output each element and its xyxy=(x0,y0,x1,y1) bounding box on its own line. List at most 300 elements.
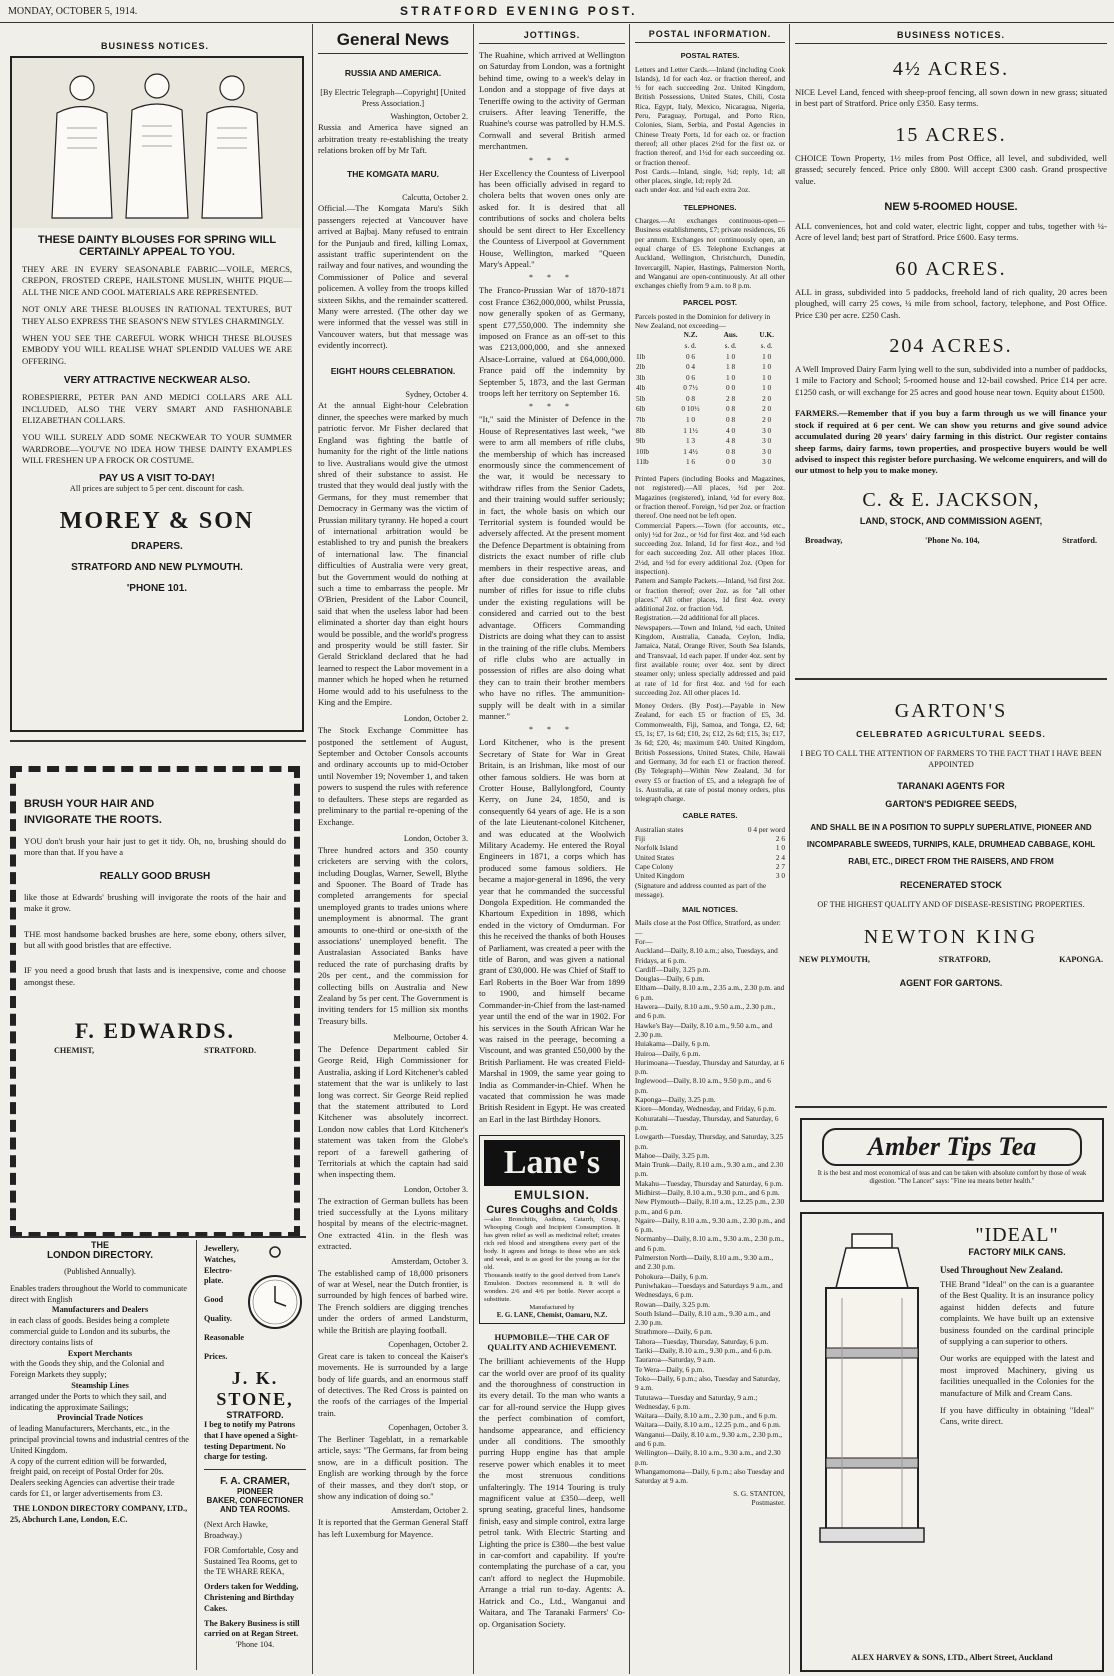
table-header: s. d. xyxy=(760,340,773,350)
list-item: Waitara—Daily, 8.10 a.m., 2.30 p.m., and 6 p.m. xyxy=(635,1411,778,1421)
table-cell: 0 6 xyxy=(685,372,696,382)
jackson-firm-name: C. & E. JACKSON, xyxy=(862,488,1040,511)
newton-king-town: NEW PLYMOUTH, xyxy=(799,955,870,965)
newton-king-town: KAPONGA. xyxy=(1059,955,1103,965)
table-cell: 1 3 xyxy=(685,436,696,446)
table-cell: 1 0 xyxy=(762,362,772,372)
london-address: 25, Abchurch Lane, London, E.C. xyxy=(10,1514,128,1524)
list-item-text: 2 4 xyxy=(775,852,785,862)
stone-word: Watches, xyxy=(204,1254,236,1264)
table-cell: 3 0 xyxy=(762,446,772,456)
lanes-emulsion-advert xyxy=(479,1135,625,1324)
morey-phone: 'PHONE 101. xyxy=(126,583,188,595)
stone-word: Prices. xyxy=(204,1351,228,1361)
table-cell: 4lb xyxy=(636,383,646,393)
list-item: Eltham—Daily, 8.10 a.m., 2.35 a.m., 2.30 p.m. and 6 p.m. xyxy=(635,983,785,1002)
mail-notices-heading: MAIL NOTICES. xyxy=(682,905,738,915)
list-item: Douglas—Daily, 6 p.m. xyxy=(635,974,705,984)
postal-rates-heading: POSTAL RATES. xyxy=(680,51,740,61)
article-body: Official.—The Komgata Maru's Sikh passengers rejected at Vancouver have arrived at Bajbaj. Many refused to entrain for the Punjaub and fired, killing Lomax, assistant traffic superintendent on the railway and four natives, and wounding the Commissioner of Police and several policemen. A volley from the troops killed sixteen Sikhs, and the remainder scattered. Many were arrested. (The other day we were informed that the vessel was still in Vancouver waters, but that message was evidently incorrect). xyxy=(318,203,468,351)
table-row xyxy=(635,352,785,363)
table-cell: 1 6 xyxy=(685,457,696,467)
cramer-phone: 'Phone 104. xyxy=(235,1640,275,1650)
table-cell: 1 0 xyxy=(762,383,772,393)
article-dateline: Washington, October 2. xyxy=(390,111,468,121)
column-rule xyxy=(473,24,474,1674)
table-row xyxy=(635,383,785,394)
article-dateline: Melbourne, October 4. xyxy=(393,1033,468,1043)
article-body: The Berliner Tageblatt, in a remarkable article, says: "The Germans, far from being snow, are in a difficult position. The English are working through by the force of their masses, and they don't stop, or show any indication of doing so." xyxy=(318,1433,468,1501)
list-item-text: 0 4 per word xyxy=(747,824,785,834)
list-item: Waitara—Daily, 8.10 a.m., 12.25 p.m., and 6 p.m. xyxy=(635,1420,781,1430)
london-paragraph: of leading Manufacturers, Merchants, etc., in the principal provincial towns and industrial centres of the United Kingdom. xyxy=(10,1424,189,1455)
table-cell: 0 8 xyxy=(726,446,736,456)
list-item: South Island—Daily, 8.10 a.m., 9.30 a.m., and 2.30 p.m. xyxy=(635,1308,771,1328)
commercial-papers-text: Commercial Papers.—Town (for accounts, etc., only) ½d for 2oz., or ½d for first 4oz. and ½d each succeeding 2oz. Inland, 1d for first 4oz., and ½d for each succeeding 2oz. All other places 10oz. 2½d, and ½d for every additional 2oz. (Open for inspection). xyxy=(635,520,785,576)
article-dateline: Sydney, October 4. xyxy=(405,389,468,399)
list-item-text: Australian states xyxy=(635,824,684,834)
telephones-text: Charges.—At exchanges continuous-open—Business establishments, £7; private residences, £6 per annum. Exchanges not continuously open, an equal charge of £5. Telephone Exchanges at Auckland, Wellington, Christchurch, Dunedin, Invercargill, Napier, Hastings, Palmerston North, and Wanganui are open-continuously. At all other exchanges chiefly from 9 a.m. to 8 p.m. xyxy=(635,216,785,291)
amber-tips-brand: Amber Tips Tea xyxy=(822,1128,1082,1166)
table-cell: 2 0 xyxy=(762,415,772,425)
blouse-advert xyxy=(10,56,304,732)
edwards-trade: CHEMIST, xyxy=(54,1046,95,1056)
stone-word: Electro-plate. xyxy=(204,1265,233,1286)
table-cell: 3 0 xyxy=(762,425,772,435)
gartons-agents: TARANAKI AGENTS FOR xyxy=(897,780,1005,791)
land-title: 15 ACRES. xyxy=(895,123,1007,146)
table-row xyxy=(635,426,785,437)
land-title: 204 ACRES. xyxy=(889,335,1013,358)
list-item: Rowan—Daily, 3.25 p.m. xyxy=(635,1299,710,1309)
stone-word: Reasonable xyxy=(204,1332,245,1342)
list-item: Main Trunk—Daily, 8.10 a.m., 9.30 a.m., and 2.30 p.m. xyxy=(635,1160,784,1179)
table-row xyxy=(635,415,785,426)
list-item-text: 2 6 xyxy=(775,834,785,844)
table-cell: 3 0 xyxy=(762,436,772,446)
list-item: Kaponga—Daily, 3.25 p.m. xyxy=(635,1095,716,1105)
stone-word: Quality. xyxy=(204,1313,232,1323)
table-cell: 2 0 xyxy=(762,404,772,414)
table-cell: 0 0 xyxy=(726,457,736,467)
lanes-headline: Cures Coughs and Colds xyxy=(486,1204,618,1217)
star-divider: * * * xyxy=(529,725,575,735)
gartons-title: GARTON'S xyxy=(894,700,1008,722)
list-item: Ngaire—Daily, 8.10 a.m., 9.30 a.m., 2.30 p.m., and 6 p.m. xyxy=(635,1215,785,1235)
stone-advert xyxy=(204,1244,306,1651)
column-rule xyxy=(196,1240,197,1670)
gartons-stock: RECENERATED STOCK xyxy=(900,879,1002,890)
land-description: CHOICE Town Property, 1½ miles from Post Office, all level, and subdivided, well grassed; securely fenced. Price only £800. Will accept £300 cash. Grand prospective value. xyxy=(795,152,1107,186)
list-item: Midhirst—Daily, 8.10 a.m., 9.30 p.m., and 6 p.m. xyxy=(635,1188,780,1197)
cramer-address: (Next Arch Hawke, Broadway.) xyxy=(204,1520,268,1540)
article-dateline: London, October 2. xyxy=(403,714,468,724)
table-cell: 7lb xyxy=(636,415,646,425)
postal-rates-text: Post Cards.—Inland, single, ½d; reply, 1d; all other places, single, 1d; reply 2d. xyxy=(635,166,785,186)
star-divider: * * * xyxy=(529,155,575,165)
london-company: THE LONDON DIRECTORY COMPANY, LTD., xyxy=(12,1503,188,1513)
list-item: Cardiff—Daily, 3.25 p.m. xyxy=(635,964,711,974)
article-body: Three hundred actors and 350 county cricketers are serving with the colors, including Douglas, Warner, Sewell, Blythe and Spooner. The Board of Trade has completed arrangements for special unemployed grants to trades unions where unemployment is abnormal. The grant amounts to one-third or one-sixth of the associations' unemployed benefit. The Australasian Associated Banks have reduced the rate of purchasing drafts by 20s per cent., and the commission for collecting bills on Australia and New Zealand by 5s per cent. The Government is inviting tenders for 15 million six months Treasury bills. xyxy=(318,844,468,1026)
gartons-text: OF THE HIGHEST QUALITY AND OF DISEASE-RESISTING PROPERTIES. xyxy=(817,899,1085,909)
land-description: NICE Level Land, fenced with sheep-proof fencing, all sown down in new grass; situated in best part of Stratford. Price only £350. Easy terms. xyxy=(795,87,1107,109)
table-row xyxy=(635,373,785,384)
morey-firm-name: MOREY & SON xyxy=(59,508,255,535)
list-item: For— xyxy=(635,936,653,946)
stone-town: STRATFORD. xyxy=(226,1410,284,1420)
london-paragraph: Dealers seeking Agencies can advertise their trade cards for £1, or larger advertisements from £3. xyxy=(10,1478,175,1498)
business-notices-right xyxy=(795,30,1107,547)
cramer-subhead: BAKER, CONFECTIONER AND TEA ROOMS. xyxy=(206,1496,304,1515)
list-item-text: 3 0 xyxy=(775,871,785,881)
mail-notices-intro: Mails close at the Post Office, Stratford, as under:— xyxy=(635,918,781,937)
jackson-trade: LAND, STOCK, AND COMMISSION AGENT, xyxy=(859,515,1043,526)
brush-headline-2: INVIGORATE THE ROOTS. xyxy=(24,814,162,826)
lanes-brand: Lane's xyxy=(484,1140,620,1186)
good-brush-headline: REALLY GOOD BRUSH xyxy=(99,870,211,882)
cable-rate-list xyxy=(635,825,785,881)
article-byline: [By Electric Telegraph—Copyright] [United Press Association.] xyxy=(320,88,466,108)
article-dateline: Calcutta, October 2. xyxy=(402,192,468,202)
gartons-pedigree: GARTON'S PEDIGREE SEEDS, xyxy=(885,798,1017,809)
london-published: (Published Annually). xyxy=(64,1267,136,1276)
article-body: It is reported that the German General Staff has left Luxemburg for Mayence. xyxy=(318,1517,468,1539)
business-notices-header: BUSINESS NOTICES. xyxy=(795,30,1107,44)
newton-king-town: STRATFORD, xyxy=(938,955,991,965)
table-cell: 2lb xyxy=(636,362,646,372)
edwards-advert xyxy=(10,766,300,1238)
postal-rates-text: each under 4oz. and ½d each extra 2oz. xyxy=(635,185,751,195)
neckwear-paragraph: YOU WILL SURELY ADD SOME NECKWEAR TO YOUR SUMMER WARDROBE—YOU'VE NO IDEA HOW THESE DAINTY EXAMPLES WILL FRESHEN UP A FROCK OR COSTUME. xyxy=(22,432,292,466)
table-cell: 0 6 xyxy=(685,351,696,361)
article-dateline: London, October 3. xyxy=(403,833,468,843)
ideal-subtitle: FACTORY MILK CANS. xyxy=(968,1247,1066,1257)
postmaster-title: Postmaster. xyxy=(751,1497,785,1507)
cramer-paragraph: The Bakery Business is still carried on at Regan Street. xyxy=(204,1618,300,1639)
stone-firm-name: J. K. STONE, xyxy=(216,1368,294,1409)
table-cell: 1 0 xyxy=(726,372,736,382)
list-item: Tariki—Daily, 8.10 a.m., 9.30 p.m., and 6 p.m. xyxy=(635,1346,772,1356)
london-directory-advert xyxy=(10,1240,190,1525)
newton-king-agent: AGENT FOR GARTONS. xyxy=(899,978,1003,989)
lanes-text: Thousands testify to the good derived from Lane's Emulsion. Doctors recommend it. It will do wonders. 2/6 and 4/6 per bottle. Never accept a substitute. xyxy=(484,1272,620,1304)
jotting-item: Lord Kitchener, who is the present Secretary of State for War in Great Britain, is an Irishman, like most of our other famous soldiers. He was born at Crotter House, Ballylongford, County Kerry, on June 24, 1850, and is consequently 64 years of age. He is a son of the late Lieutenant-colonel Kitchener, and was educated at the Woolwich Military Academy. He entered the Royal Engineers in 1871, a corps which has produced some famous soldiers. He became a major-general in 1896, the very year that he commanded the successful Dongola Expedition. He commanded the Khartoum Expedition in 1898, which ended in the victory of Omdurman. For this he received the thanks of both Houses of Parliament, was created a peer with the title of Baron, and was given a national grant of £30,000. He was Chief of Staff to Earl Roberts in the Boer War from 1899 to 1900, and himself became Commander-in-Chief from the last-named year until the end of the war in 1902. For his services in the South African War he was raised in the peerage, becoming a Viscount, and was granted £50,000 by the British Parliament. He was created Field-Marshal in 1909, the same year going to India as Commander-in-Chief. When he vacated that commission he was made British Resident in Egypt. He was created an Earl in the last Birthday Honors. xyxy=(479,737,625,1124)
list-item: Tututawa—Tuesday and Saturday, 9 a.m.; Wednesday, 6 p.m. xyxy=(635,1392,758,1411)
list-item: Puniwhakau—Tuesdays and Saturdays 9 a.m., and Wednesdays, 6 p.m. xyxy=(635,1280,783,1300)
table-row xyxy=(635,362,785,373)
stone-word: Good xyxy=(204,1295,224,1305)
morey-trade: DRAPERS. xyxy=(131,541,183,553)
article-dateline: Amsterdam, October 2. xyxy=(391,1506,468,1516)
article-body: Russia and America have signed an arbitration treaty re-establishing the treaty relations broken off by Mr Taft. xyxy=(318,122,468,156)
column-rule xyxy=(789,24,790,1674)
general-news-column xyxy=(318,30,468,1540)
table-header: U.K. xyxy=(759,330,774,340)
divider xyxy=(795,678,1107,680)
blouse-headline: THESE DAINTY BLOUSES FOR SPRING WILL xyxy=(37,234,277,246)
list-item: Lowgarth—Tuesday, Thursday, and Saturday, 3.25 p.m. xyxy=(635,1132,784,1151)
masthead xyxy=(0,0,1114,23)
list-item: Hawke's Bay—Daily, 8.10 a.m., 9.50 a.m., and 2.30 p.m. xyxy=(635,1020,773,1039)
table-cell: 9lb xyxy=(636,436,646,446)
article-body: The established camp of 18,000 prisoners of war at Wesel, near the Dutch frontier, is surrounded by high fences of barbed wire. The French soldiers are digging trenches under the orders of armed Landsturm, while the British are playing football. xyxy=(318,1267,468,1335)
postal-information-column xyxy=(635,30,785,1670)
article-dateline: Copenhagen, October 3. xyxy=(388,1423,468,1433)
newton-king-name: NEWTON KING xyxy=(863,926,1039,949)
article-title: EIGHT HOURS CELEBRATION. xyxy=(330,365,456,376)
column-rule xyxy=(312,24,313,1674)
postal-header: POSTAL INFORMATION. xyxy=(635,30,785,43)
stone-word: Jewellery, xyxy=(204,1244,239,1253)
lanes-text: —also Bronchitis, Asthma, Catarrh, Croup, Whooping Cough and Incipient Consumption. It has given relief as well as medicinal relief; creates rich red blood and strengthens every part of the body. It agrees and brings to those who are sick and weak, and is as good for the young as for the old. xyxy=(484,1216,620,1272)
land-description: ALL in grass, subdivided into 5 paddocks, freehold land of rich quality, 20 acres been ploughed, will carry 25 cows, ¼ mile from school, factory, telephone, and Post Office. Price £30 per acre. £250 Cash. xyxy=(795,286,1107,320)
london-paragraph: A copy of the current edition will be forwarded, freight paid, on receipt of Postal Order for 20s. xyxy=(10,1456,167,1477)
list-item: Wellington—Daily, 8.10 a.m., 9.30 a.m., and 2.30 p.m. xyxy=(635,1448,781,1467)
table-cell: 0 0 xyxy=(726,383,736,393)
table-cell: 1 0 xyxy=(685,415,696,425)
registration-text: Registration.—2d additional for all places. xyxy=(635,613,760,623)
table-row xyxy=(635,436,785,447)
brush-headline: BRUSH YOUR HAIR AND xyxy=(24,798,155,810)
article-dateline: Copenhagen, October 2. xyxy=(388,1339,468,1349)
ideal-text: Our works are equipped with the latest and most improved Machinery, giving us facilities unequalled in the Colonies for the manufacture of Milk and Cream Cans. xyxy=(940,1353,1094,1398)
star-divider: * * * xyxy=(529,402,575,412)
table-cell: 0 8 xyxy=(685,393,696,403)
morey-address: STRATFORD AND NEW PLYMOUTH. xyxy=(71,562,243,574)
list-item-text: Norfolk Island xyxy=(635,843,678,853)
telephones-heading: TELEPHONES. xyxy=(683,202,737,212)
blouse-paragraph: THEY ARE IN EVERY SEASONABLE FABRIC—VOILE, MERCS, CREPON, FROSTED CREPE, HAILSTONE MUSLIN, WHITE PIQUE—ALL THE NICE AND COOL MATERIALS ARE REPRESENTED. xyxy=(22,264,292,297)
cramer-paragraph: FOR Comfortable, Cosy and Sustained Tea Rooms, get to the TE WHARE REKA, xyxy=(204,1545,299,1577)
table-cell: 11lb xyxy=(636,457,649,467)
cramer-subhead: PIONEER xyxy=(236,1487,273,1497)
table-row xyxy=(635,457,785,468)
brush-paragraph: YOU don't brush your hair just to get it tidy. Oh, no, brushing should do more than that. If you have a xyxy=(24,836,286,858)
jottings-header: JOTTINGS. xyxy=(479,30,625,44)
list-item: Kiore—Monday, Wednesday, and Friday, 6 p.m. xyxy=(635,1104,776,1114)
edwards-town: STRATFORD. xyxy=(204,1046,256,1056)
pattern-packets-text: Pattern and Sample Packets.—Inland, ½d first 2oz. or fraction thereof; over 2oz. as for "all other places." All other places, 1d first 4oz. every additional 2oz. or fraction ½d. xyxy=(635,576,785,614)
list-item: Mahoe—Daily, 3.25 p.m. xyxy=(635,1150,710,1160)
cable-note: (Signature and address counted as part of the message). xyxy=(635,880,767,899)
neckwear-paragraph: ROBESPIERRE, PETER PAN AND MEDICI COLLARS ARE ALL INCLUDED, ALSO THE VERY SMART AND FASHIONABLE ELIZABETHAN COLLARS. xyxy=(22,392,292,426)
blouse-illustration xyxy=(12,58,302,228)
table-cell: 0 7½ xyxy=(683,383,698,393)
list-item: Whangamomona—Daily, 6 p.m.; also Tuesday and Saturday at 9 a.m. xyxy=(635,1466,785,1486)
land-description: A Well Improved Dairy Farm lying well to the sun, subdivided into a number of paddocks, 1 mile to Factory and School; 5-roomed house and 12-bail cowshed. Price £14 per acre. £1250 cash, or will exchange for 25 acres and good house near town. Equity about £1500. xyxy=(795,364,1107,397)
list-item: Auckland—Daily, 8.10 a.m.; also, Tuesdays, and Fridays, at 6 p.m. xyxy=(635,946,778,965)
list-item: New Plymouth—Daily, 8.10 a.m., 12.25 p.m., 2.30 p.m., and 6 p.m. xyxy=(635,1197,785,1216)
table-row xyxy=(635,404,785,415)
land-title: 60 ACRES. xyxy=(895,257,1007,280)
divider xyxy=(10,1236,306,1238)
lanes-subtitle: EMULSION. xyxy=(514,1188,590,1203)
money-orders-text: Money Orders. (By Post).—Payable in New Zealand, for each £5 or fraction of £5, 3d. Commonwealth, Fiji, Samoa, and Tonga, £2, 6d; £5, 1s; £7, 1s 6d; £10, 2s; £12, 2s 6d; £15, 3s; £17, 3s 6d; £20, 4s; maximum £40. United Kingdom, British Possessions, United States, Chile, Hawaii and Germany, 3d for each £1 or fraction thereof. (By Telegraph)—Within New Zealand, 3d for every £5 or fraction of £5, and a telegraph fee of 1s. Australia, at rate of postal money orders, plus telegraph charge. xyxy=(635,701,785,804)
list-item: Makahu—Tuesday, Thursday and Saturday, 6 p.m. xyxy=(635,1178,784,1188)
list-item: Huiroa—Daily, 6 p.m. xyxy=(635,1048,701,1058)
jotting-item: Her Excellency the Countess of Liverpool has been officially advised in regard to cholera belts that woven ones only are asked for. It is desired that all contributions of socks and cholera belts should be sent direct to Her Excellency the Countess of Liverpool at Government House, Wellington, marked "Queen Mary's Appeal." xyxy=(479,167,625,269)
table-cell: 0 8 xyxy=(726,415,736,425)
printed-papers-text: Printed Papers (including Books and Magazines, not registered).—All places, ½d per 2oz. Magazines (registered), inland, ½d for every 8oz. or fraction thereof. Foreign, ½d per 2oz. or fraction thereof. One need not be left open. xyxy=(635,474,785,521)
list-item: Tauraroa—Saturday, 9 a.m. xyxy=(635,1355,716,1365)
article-body: At the annual Eight-hour Celebration dinner, the speeches were marked by much patriotic fervor. Mr Fisher declared that England was fighting the battle of humanity for the right of the little nations to live. Australians would give the utmost shred of their substance to assist. He trusted that they would deal justly with the Germans, for they must remember that Democracy in Germany was the victim of Prussian military tyranny. He hoped a court of international arbitration would be established to try and punish the breakers of international law. The financial difficulties of Australia were very great, but the Government would do nothing at such a time to embarrass the people. Mr O'Brien, President of the Labor Council, said that when the useless labor had been eliminated a shorter day than eight hours would be possible, and the world's progress and prosperity would be still faster. Sir Gerald Strickland declared that he had learned to respect the Labor movement in a manner which he hoped when he returned Home would add to his usefulness to the King and the Empire. xyxy=(318,400,468,708)
ideal-text: If you have difficulty in obtaining "Ideal" Cans, write direct. xyxy=(940,1405,1094,1427)
gartons-advert xyxy=(795,700,1107,1080)
article-body: The Stock Exchange Committee has postponed the settlement of August, September and October Consols accounts and ordinary accounts up to mid-October until November 19; November 1, and taken powers to suspend the rules with reference to defaulters. These steps are regarded as preliminary to the partial re-opening of the Exchange. xyxy=(318,725,468,827)
ideal-firm: ALEX HARVEY & SONS, LTD., Albert Street, Auckland xyxy=(851,1653,1053,1663)
blouse-headline-2: CERTAINLY APPEAL TO YOU. xyxy=(79,246,235,258)
parcel-post-heading: PARCEL POST. xyxy=(683,298,737,308)
edwards-firm-name: F. EDWARDS. xyxy=(75,1018,235,1044)
pocket-watch-icon xyxy=(246,1244,304,1364)
gartons-subtitle: CELEBRATED AGRICULTURAL SEEDS. xyxy=(856,729,1046,739)
article-dateline: London, October 3. xyxy=(403,1184,468,1194)
list-item: Wanganui—Daily, 8.10 a.m., 9.30 a.m., 2.30 p.m., and 6 p.m. xyxy=(635,1429,783,1449)
visit-headline: PAY US A VISIT TO-DAY! xyxy=(99,472,215,484)
list-item: Huiakama—Daily, 6 p.m. xyxy=(635,1039,711,1049)
london-subhead: Export Merchants xyxy=(67,1348,133,1358)
table-cell: 2 8 xyxy=(726,393,736,403)
table-cell: 6lb xyxy=(636,404,646,414)
table-cell: 8lb xyxy=(636,425,646,435)
amber-tips-text: It is the best and most economical of teas and can be taken with absolute comfort by those of weak digestion. "The Lancet" says: "Fine tea means better health." xyxy=(817,1170,1087,1185)
divider xyxy=(795,1106,1107,1108)
list-item-text: Cape Colony xyxy=(635,861,674,871)
jotting-item: The Franco-Prussian War of 1870-1871 cost France £362,000,000, whilst Prussia, now generally spoken of as Germany, spent £77,550,000. The indemnity she imposed on France as an off-set to this was £213,000,000, and she annexed Alsace-Lorraine, valued at £64,000,000. France paid off the indemnity by September 5, 1873, and the last German troops left her territory on September 16. xyxy=(479,285,625,398)
parcel-rate-table xyxy=(635,330,785,468)
discount-note: All prices are subject to 5 per cent. discount for cash. xyxy=(69,483,245,493)
list-item: Hurimoana—Tuesday, Thursday and Saturday, at 6 p.m. xyxy=(635,1057,785,1077)
column-rule xyxy=(629,24,630,1674)
table-header: s. d. xyxy=(724,340,737,350)
stone-notice: I beg to notify my Patrons that I have opened a Sight-testing Department. No charge for testing. xyxy=(204,1420,298,1462)
table-header xyxy=(635,341,668,352)
london-paragraph: in each class of goods. Besides being a complete commercial guide to London and its suburbs, the directory contains lists of xyxy=(10,1316,171,1347)
ideal-title: "IDEAL" xyxy=(975,1224,1059,1246)
list-item xyxy=(635,834,785,843)
gartons-text: I BEG TO CALL THE ATTENTION OF FARMERS TO THE FACT THAT I HAVE BEEN APPOINTED xyxy=(800,749,1102,769)
jackson-town: Stratford. xyxy=(1062,535,1097,545)
table-row xyxy=(635,447,785,458)
cramer-paragraph: Orders taken for Wedding, Christening and Birthday Cakes. xyxy=(204,1582,299,1613)
list-item xyxy=(635,825,785,834)
list-item: Kohuratahi—Tuesday, Thursday, and Saturday, 6 p.m. xyxy=(635,1113,779,1132)
mail-closing-list xyxy=(635,937,785,1486)
london-paragraph: arranged under the Ports to which they sail, and indicating the approximate Sailings; xyxy=(10,1391,167,1412)
list-item: Pohokura—Daily, 6 p.m. xyxy=(635,1271,709,1281)
jotting-item: The Ruahine, which arrived at Wellington on Saturday from London, was a fortnight behind time, owing to a week's delay in London and a stoppage of five days at Teneriffe owing to the activity of German cruisers. After leaving Teneriffe, the Ruahine's course was patrolled by H.M.S. Cornwall and several British armed merchantmen. xyxy=(479,50,625,152)
list-item: Hawera—Daily, 8.10 a.m., 9.50 a.m., 2.30 p.m., and 6 p.m. xyxy=(635,1002,776,1021)
parcel-post-text: Parcels posted in the Dominion for delivery in New Zealand, not exceeding— xyxy=(635,311,771,331)
table-cell: 10lb xyxy=(636,446,649,456)
list-item xyxy=(635,853,785,862)
divider xyxy=(10,740,306,742)
london-headline-2: LONDON DIRECTORY. xyxy=(46,1250,154,1261)
london-subhead: Steamship Lines xyxy=(71,1380,129,1390)
list-item-text: 2 7 xyxy=(775,861,785,871)
london-headline: THE xyxy=(91,1240,109,1250)
list-item xyxy=(635,843,785,852)
table-cell: 0 4 xyxy=(685,362,696,372)
cable-rates-heading: CABLE RATES. xyxy=(682,811,738,821)
brush-paragraph: IF you need a good brush that lasts and is inexpensive, come and choose amongst these. xyxy=(24,965,286,987)
list-item: Palmerston North—Daily, 8.10 a.m., 9.30 a.m., and 2.30 p.m. xyxy=(635,1253,774,1272)
london-paragraph: with the Goods they ship, and the Colonial and Foreign Markets they supply; xyxy=(10,1359,164,1380)
article-body: Great care is taken to conceal the Kaiser's movements. He is surrounded by a large body of life guards, and an enormous staff of detectives. The Red Cross is painted on the roofs of the carriages of the Imperial train. xyxy=(318,1350,468,1418)
table-header: s. d. xyxy=(684,340,697,350)
list-item: Tahora—Tuesday, Thursday, Saturday, 6 p.m. xyxy=(635,1336,769,1346)
list-item: Strathmore—Daily, 6 p.m. xyxy=(635,1327,713,1337)
table-cell: 3 0 xyxy=(762,457,772,467)
issue-date: MONDAY, OCTOBER 5, 1914. xyxy=(8,6,138,17)
blouse-paragraph: WHEN YOU SEE THE CAREFUL WORK WHICH THESE BLOUSES EMBODY YOU WILL REALISE WHAT SPLENDID VALUES WE ARE OFFERING. xyxy=(22,333,292,366)
ideal-heading: Used Throughout New Zealand. xyxy=(940,1265,1063,1275)
london-subhead: Provincial Trade Notices xyxy=(57,1413,143,1423)
milk-can-icon xyxy=(812,1228,932,1558)
table-cell: 5lb xyxy=(636,393,646,403)
postmaster-name: S. G. STANTON, xyxy=(733,1488,785,1498)
gartons-text: AND SHALL BE IN A POSITION TO SUPPLY SUPERLATIVE, PIONEER AND INCOMPARABLE SWEEDS, TURNIPS, KALE, DRUMHEAD CABBAGE, KOHL RABI, ETC., DIRECT FROM THE RAISERS, AND FROM xyxy=(806,822,1096,866)
jackson-phone: 'Phone No. 104, xyxy=(925,535,980,545)
table-row xyxy=(635,394,785,405)
general-news-header: General News xyxy=(318,30,468,54)
table-cell: 1lb xyxy=(636,351,646,361)
list-item xyxy=(635,862,785,871)
brush-paragraph: THE most handsome backed brushes are here, some ebony, others silver, but all with good bristles that are effective. xyxy=(24,928,286,951)
table-cell: 1 1½ xyxy=(683,425,698,435)
star-divider: * * * xyxy=(529,273,575,283)
london-paragraph: Enables traders throughout the World to communicate direct with English xyxy=(10,1283,187,1304)
table-cell: 1 0 xyxy=(762,372,772,382)
ideal-milk-can-advert xyxy=(800,1212,1104,1672)
table-cell: 1 0 xyxy=(762,351,772,361)
list-item: Normanby—Daily, 8.10 a.m., 9.30 a.m., 2.30 p.m., and 6 p.m. xyxy=(635,1234,784,1253)
table-header: N.Z. xyxy=(683,330,698,340)
land-title: 4½ ACRES. xyxy=(892,58,1010,80)
list-item-text: United States xyxy=(635,852,675,862)
table-cell: 3lb xyxy=(636,372,646,382)
article-title: HUPMOBILE—THE CAR OF QUALITY AND ACHIEVEMENT. xyxy=(487,1332,617,1353)
neckwear-headline: VERY ATTRACTIVE NECKWEAR ALSO. xyxy=(63,375,251,387)
article-body: The Defence Department cabled Sir George Reid, High Commissioner for Australia, asking if Lord Kitchener's cabled statement that the war is unlikely to last long was correct. Sir George Reid replied that the statement attributed to Lord Kitchener was absolutely incorrect. London now cables that Lord Kitchener's statement was taken from the Globe's report of a farewell gathering of Territorials at which the captain had said when inspecting them. xyxy=(318,1044,468,1180)
ideal-text: THE Brand "Ideal" on the can is a guarantee of the Best Quality. It is an insurance policy against hidden defects and future complaints. We have built up an extensive business founded on the cardinal principle of supplying a can superior to others. xyxy=(940,1279,1094,1347)
table-cell: 1 4½ xyxy=(683,446,698,456)
article-title: THE KOMGATA MARU. xyxy=(347,168,439,179)
list-item-text: Fiji xyxy=(635,834,646,844)
brush-paragraph: like those at Edwards' brushing will invigorate the roots of the hair and make it grow. xyxy=(24,891,286,914)
table-header: Aus. xyxy=(723,330,738,340)
list-item-text: United Kingdom xyxy=(635,871,685,881)
list-item: Toko—Daily, 6 p.m.; also, Tuesday and Saturday, 9 a.m. xyxy=(635,1373,781,1393)
blouse-paragraph: NOT ONLY ARE THESE BLOUSES IN RATIONAL TEXTURES, BUT THEY ALSO EXPRESS THE SEASON'S NEW STYLES CHARMINGLY. xyxy=(22,304,292,326)
london-subhead: Manufacturers and Dealers xyxy=(51,1305,149,1315)
article-body: The extraction of German bullets has been tried successfully at the Lyons military hospital by means of the electric-magnet. One extracted 41in. in the flesh was extracted. xyxy=(318,1195,468,1252)
jotting-item: "It," said the Minister of Defence in the House of Representatives last week, "we were to arm all members of rifle clubs, the membership of which has increased enormously since the commencement of the war, it would be necessary to withdraw rifles from the Senior Cadets, and their training would suffer seriously; in fact, the whole basis on which our Territorial system is founded would be adversely affected. At the present moment the Defence Department is obtaining from districts the exact number of rifle club members in their respective areas, and after due consideration the available number of rifles for issue to rifle clubs under the existing regulations will be considered and carried out to the best advantage. Officers Commanding Districts are doing what they can to assist in the training of the rifle clubs. Members of rifle clubs who are actually in possession of rifles are also doing what they can to train their brother members who have no rifles. The ammunition-supply will be dealt with in a similar manner." xyxy=(479,414,625,721)
farmers-notice: FARMERS.—Remember that if you buy a farm through us we will finance your stock if required at 6 per cent. We can show you returns and give sound advice accumulated during 20 years' dairy farming in this district. Our register contains sheep farms, dairy farms, town properties, and prospective buyers would be well advised to inspect this register before purchasing. We welcome enquirers, and will do our utmost to help you to make money. xyxy=(795,408,1107,476)
business-notices-header: BUSINESS NOTICES. xyxy=(100,41,209,51)
newspaper-title: STRATFORD EVENING POST. xyxy=(400,4,638,18)
cramer-firm-name: F. A. CRAMER, xyxy=(220,1476,290,1488)
jottings-column xyxy=(479,30,625,1670)
table-cell: 0 8 xyxy=(726,404,736,414)
list-item xyxy=(635,871,785,880)
table-cell: 1 0 xyxy=(726,351,736,361)
lanes-maker: E. G. LANE, Chemist, Oamaru, N.Z. xyxy=(496,1311,608,1320)
list-item-text: 1 0 xyxy=(775,843,785,853)
postal-rates-text: Letters and Letter Cards.—Inland (including Cook Islands), 1d for each 4oz. or fraction thereof, and ½ for each succeeding 2oz. United Kingdom, British Possessions, United States, Chili, Costa Rica, Egypt, Italy, Mexico, Nicaragua, Nigeria, Peru, Paraguay, Portugal, and Porto Rico, Colonies, Siam, Serbia, and Postal Agencies in Chinese Treaty Ports, 1d for each oz. or fraction thereof; all other places 2½d for the first oz. or fraction thereof, and 1½d for each succeeding oz. or fraction thereof. xyxy=(635,64,785,167)
lanes-text: Manufactured by xyxy=(529,1304,575,1312)
table-cell: 2 0 xyxy=(762,393,772,403)
